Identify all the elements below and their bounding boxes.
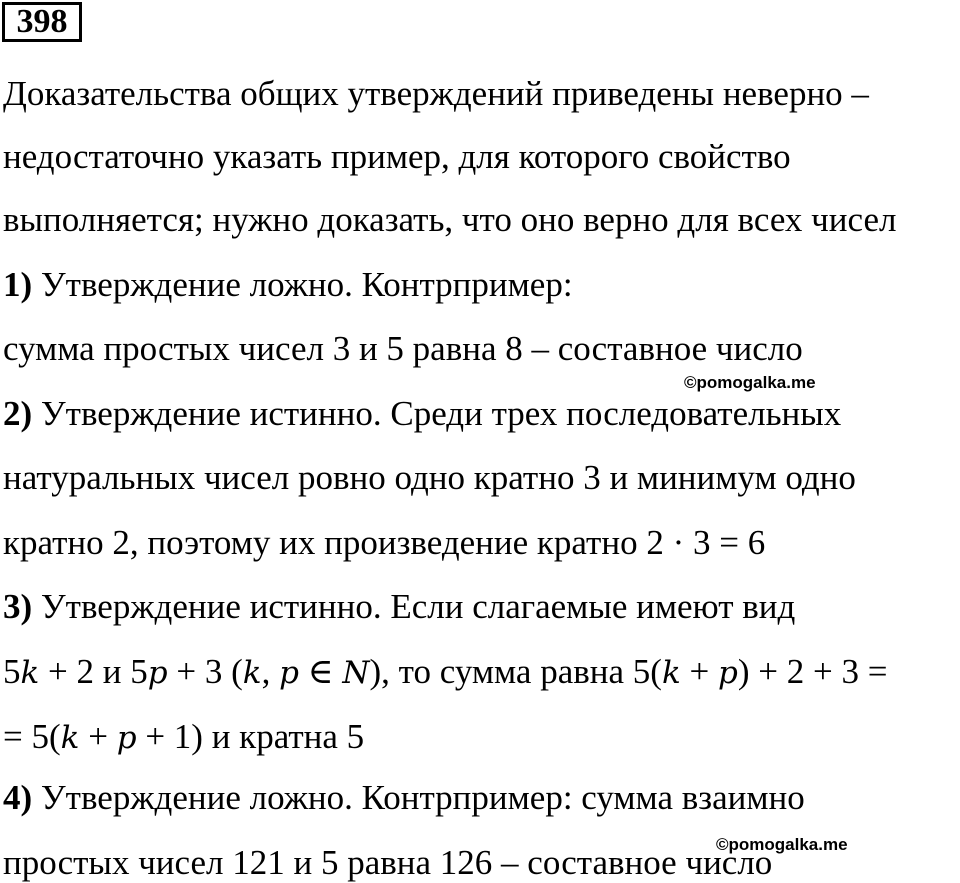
item-1-line-2: сумма простых чисел 3 и 5 равна 8 – составное число <box>3 329 803 368</box>
m1-t1: 5 <box>3 652 21 691</box>
item-4-line-2: простых чисел 121 и 5 равна 126 – составное число <box>3 843 773 882</box>
var-k: k <box>661 655 681 691</box>
item-2-line-3: кратно 2, поэтому их произведение кратно 2 · 3 = 6 <box>3 523 766 562</box>
var-k: k <box>242 655 262 691</box>
item-1-number: 1) <box>3 265 33 304</box>
m2-t2: + <box>79 717 117 756</box>
item-3-number: 3) <box>3 587 33 626</box>
item-3-text: Утверждение истинно. Если слагаемые имеют вид <box>40 587 796 626</box>
var-p: p <box>279 655 299 691</box>
m1-t6: ), то сумма равна 5( <box>369 652 662 691</box>
item-4-text: Утверждение ложно. Контрпример: сумма взаимно <box>40 778 805 817</box>
var-k: k <box>20 655 40 691</box>
task-number: 398 <box>2 2 82 42</box>
m1-t2: + 2 и 5 <box>39 652 148 691</box>
item-2-text: Утверждение истинно. Среди трех последовательных <box>40 394 842 433</box>
m1-t8: ) + 2 + 3 = <box>737 652 888 691</box>
item-1-text: Утверждение ложно. Контрпример: <box>40 265 573 304</box>
intro-line-1: Доказательства общих утверждений приведены неверно – <box>3 74 869 113</box>
var-k: k <box>60 720 80 756</box>
m2-t1: = 5( <box>3 717 61 756</box>
watermark-2: ©pomogalka.me <box>716 835 848 854</box>
var-p: p <box>147 655 168 691</box>
item-4-number: 4) <box>3 778 33 817</box>
m2-t3: + 1) и кратна 5 <box>136 717 365 756</box>
watermark-1: ©pomogalka.me <box>684 373 816 392</box>
var-n: N <box>342 655 370 691</box>
m1-t4: , <box>261 652 280 691</box>
item-3-math-line-1 <box>3 652 887 693</box>
item-4-line-1 <box>3 778 805 818</box>
item-1-line-1 <box>3 265 573 305</box>
item-3-line-1 <box>3 587 795 627</box>
m1-t5: ∈ <box>298 652 343 691</box>
intro-line-3: выполняется; нужно доказать, что оно верно для всех чисел <box>3 200 897 239</box>
intro-line-2: недостаточно указать пример, для которого свойство <box>3 137 791 176</box>
item-2-line-2: натуральных чисел ровно одно кратно 3 и минимум одно <box>3 458 856 497</box>
var-p: p <box>116 720 137 756</box>
m1-t3: + 3 ( <box>167 652 243 691</box>
var-p: p <box>717 655 738 691</box>
item-2-number: 2) <box>3 394 33 433</box>
item-3-math-line-2 <box>3 717 364 758</box>
item-2-line-1 <box>3 394 841 434</box>
m1-t7: + <box>680 652 718 691</box>
